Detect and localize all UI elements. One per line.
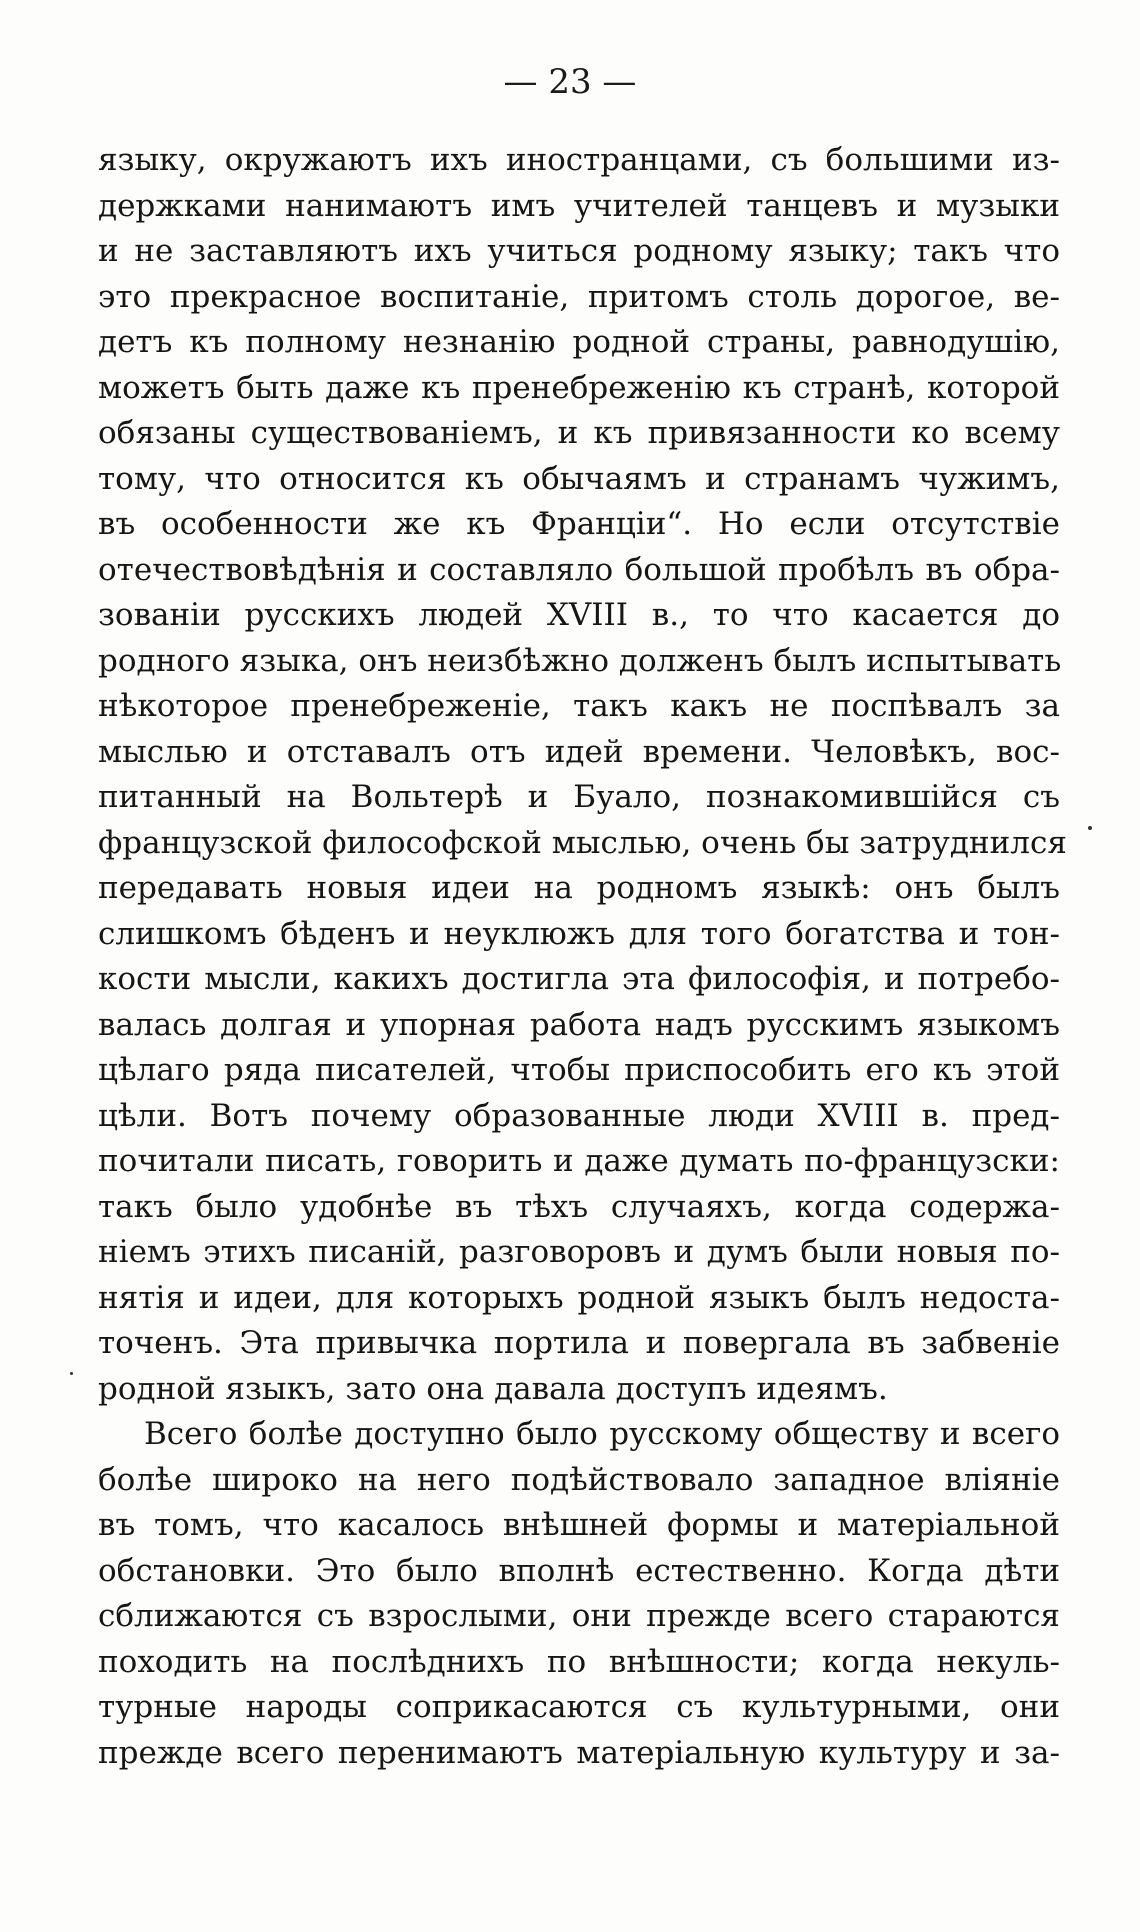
text-line: въ томъ, что касалось внѣшней формы и матеріальной [98,1507,1060,1543]
text-line: слишкомъ бѣденъ и неуклюжъ для того богатства и тон- [98,915,1060,952]
page-number: — 23 — [503,62,637,102]
text-line: походить на послѣднихъ по внѣшности; когда некуль- [98,1643,1060,1680]
text-line: сближаются съ взрослыми, они прежде всего стараются [98,1598,1060,1634]
text-line: Всего болѣе доступно было русскому обществу и всего [144,1416,1060,1452]
text-line: цѣлаго ряда писателей, чтобы приспособить его къ этой [98,1052,1060,1088]
text-line: питанный на Вольтерѣ и Буало, познакомившійся съ [98,779,1060,815]
print-speck [1088,826,1092,830]
text-line: обязаны существованіемъ, и къ привязанности ко всему [98,415,1060,451]
text-line: мыслью и отставалъ отъ идей времени. Человѣкъ, вос- [98,733,1060,770]
text-line: можетъ быть даже къ пренебреженію къ странѣ, которой [98,369,1060,406]
text-line: французской философской мыслью, очень бы затруднился [98,824,1067,861]
text-line: языку, окружаютъ ихъ иностранцами, съ большими из- [98,142,1060,178]
text-line: такъ было удобнѣе въ тѣхъ случаяхъ, когда содержа- [98,1188,1060,1225]
text-line: ніемъ этихъ писаній, разговоровъ и думъ были новыя по- [98,1234,1060,1270]
body-text [98,138,1067,1776]
text-line: кости мысли, какихъ достигла эта философія, и потребо- [98,961,1060,997]
text-line: почитали писать, говорить и даже думать по-французски: [98,1143,1060,1179]
text-line: и не заставляютъ ихъ учиться родному языку; такъ что [98,233,1060,269]
text-line: валась долгая и упорная работа надъ русскимъ языкомъ [98,1006,1060,1043]
text-line: отечествовѣдѣнія и составляло большой пробѣлъ въ обра- [98,551,1060,588]
text-line: держками нанимаютъ имъ учителей танцевъ и музыки [98,187,1060,224]
text-line: точенъ. Эта привычка портила и повергала въ забвеніе [98,1325,1060,1361]
text-line: турные народы соприкасаются съ культурными, они [98,1689,1060,1725]
text-line: детъ къ полному незнанію родной страны, равнодушію, [98,324,1060,360]
text-line: передавать новыя идеи на родномъ языкѣ: онъ былъ [98,870,1060,906]
text-line: прежде всего перенимаютъ матеріальную культуру и за- [98,1734,1060,1771]
print-speck [70,1372,73,1375]
text-line: обстановки. Это было вполнѣ естественно. Когда дѣти [98,1552,1060,1589]
text-line: тому, что относится къ обычаямъ и странамъ чужимъ, [98,460,1060,497]
text-line: цѣли. Вотъ почему образованные люди XVIII в. пред- [98,1097,1060,1134]
paragraph-2 [98,1412,1060,1776]
text-line: родной языкъ, зато она давала доступъ идеямъ. [98,1370,888,1407]
text-line: въ особенности же къ Франціи“. Но если отсутствіе [98,506,1060,542]
text-line: зованіи русскихъ людей XVIII в., то что касается до [98,597,1060,633]
text-line: нѣкоторое пренебреженіе, такъ какъ не поспѣвалъ за [98,688,1060,724]
text-line: болѣе широко на него подѣйствовало западное вліяніе [98,1461,1060,1498]
text-line: нятія и идеи, для которыхъ родной языкъ былъ недоста- [98,1279,1060,1316]
paragraph-1 [98,138,1067,1412]
text-line: родного языка, онъ неизбѣжно долженъ былъ испытывать [98,642,1062,679]
text-line: это прекрасное воспитаніе, притомъ столь дорогое, ве- [98,278,1060,315]
